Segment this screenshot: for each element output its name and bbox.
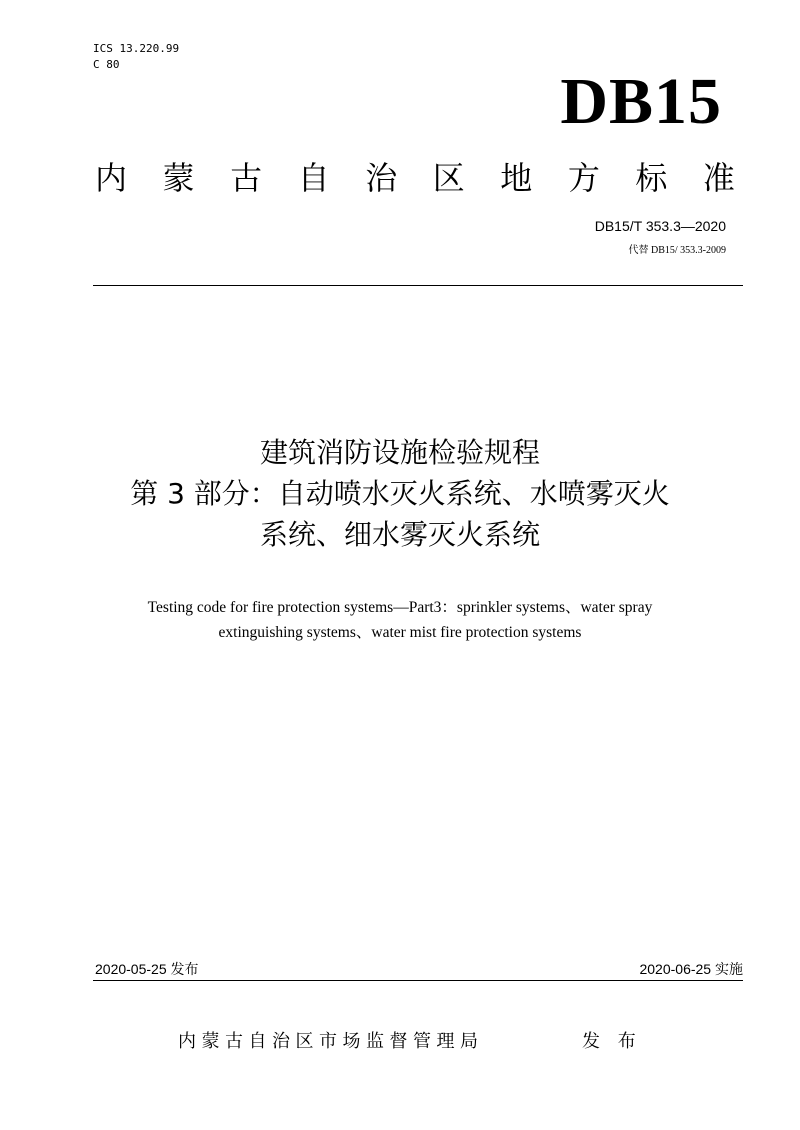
standard-type-char: 标 <box>635 159 668 197</box>
chinese-title-line: 系统、细水雾灭火系统 <box>259 518 540 551</box>
issue-label: 发 布 <box>582 1031 642 1052</box>
standard-type-char: 自 <box>297 159 330 197</box>
standard-type-char: 治 <box>365 159 398 197</box>
standard-type-char: 方 <box>567 159 600 197</box>
header-divider <box>93 285 743 286</box>
english-title-line: Testing code for fire protection systems—Part3：sprinkler systems、water spray <box>147 599 653 616</box>
classification-codes <box>93 41 179 73</box>
dates-row <box>93 958 743 981</box>
standard-type-char: 蒙 <box>162 159 195 197</box>
standard-type-heading <box>95 156 735 200</box>
chinese-title <box>0 432 800 555</box>
implementation-date: 2020-06-25 实施 <box>639 961 743 977</box>
issuing-authority: 内蒙古自治区市场监督管理局 <box>178 1031 484 1052</box>
standard-type-char: 内 <box>95 159 128 197</box>
standard-type-char: 准 <box>702 159 735 197</box>
english-title <box>0 595 800 645</box>
standard-number: DB15/T 353.3—2020 <box>594 218 726 234</box>
db-logo: DB15 <box>560 65 722 138</box>
chinese-title-line: 第 3 部分：自动喷水灭火系统、水喷雾灭火 <box>130 477 670 510</box>
standard-type-char: 地 <box>500 159 533 197</box>
english-title-line: extinguishing systems、water mist fire protection systems <box>218 624 582 641</box>
replaces-note: 代替 DB15/ 353.3-2009 <box>628 245 726 256</box>
ics-code: ICS 13.220.99 <box>93 42 180 55</box>
ccs-code: C 80 <box>93 58 120 71</box>
issue-date: 2020-05-25 发布 <box>95 961 199 977</box>
standard-type-char: 区 <box>432 159 465 197</box>
standard-type-char: 古 <box>230 159 263 197</box>
chinese-title-line: 建筑消防设施检验规程 <box>259 436 540 469</box>
